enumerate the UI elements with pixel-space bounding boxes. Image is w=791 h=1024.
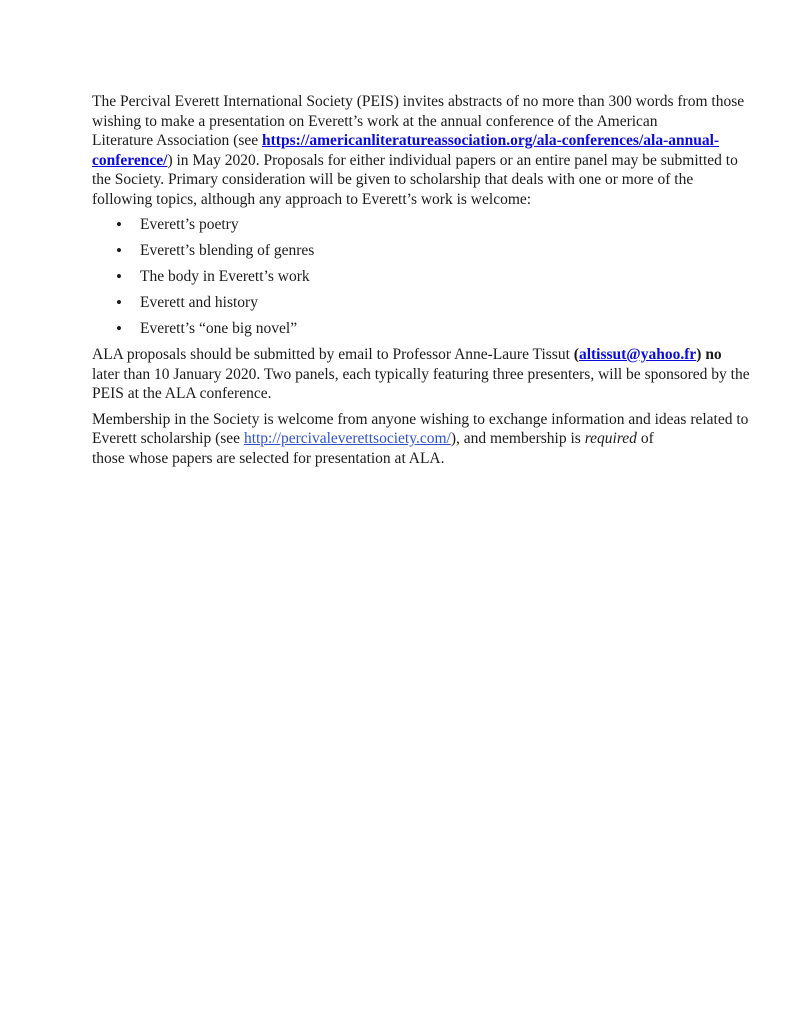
topic-list-item: • Everett’s “one big novel”: [116, 319, 732, 339]
text-run: ALA proposals should be submitted by email to Professor Anne-Laure Tissut: [92, 346, 574, 363]
text-run: following topics, although any approach to Everett’s work is welcome:: [92, 190, 532, 208]
text-run: of: [636, 430, 654, 447]
topic-list-item: • Everett’s poetry: [116, 215, 732, 235]
document-content: [92, 92, 750, 474]
topic-list-item: • Everett’s blending of genres: [116, 241, 732, 261]
text-run: required: [584, 430, 637, 447]
text-run: those whose papers are selected for presentation at ALA.: [92, 449, 445, 467]
text-run: The Percival Everett International Society (PEIS) invites abstracts of no more than 300 words from those: [92, 93, 745, 110]
text-run: Literature Association (see: [92, 132, 263, 149]
text-run: ): [696, 346, 706, 363]
paragraph-intro: [92, 92, 745, 209]
topic-list-item: • The body in Everett’s work: [116, 267, 732, 287]
topic-list-item: • Everett and history: [116, 293, 732, 313]
email-link[interactable]: altissut@yahoo.fr: [578, 346, 697, 363]
text-run: no: [705, 346, 722, 363]
text-run: (: [573, 346, 579, 363]
paragraph-proposals: [92, 345, 750, 404]
topics-list: [92, 215, 732, 339]
ala-conference-link[interactable]: https://americanliteratureassociation.org/ala-conferences/ala-annual-: [262, 132, 720, 149]
text-run: PEIS at the ALA conference.: [92, 385, 272, 402]
society-website-link[interactable]: http://percivaleverettsociety.com/: [243, 430, 451, 447]
text-run: the Society. Primary consideration will be given to scholarship that deals with one or more of the: [92, 171, 694, 188]
text-run: Everett scholarship (see: [92, 430, 244, 447]
text-run: later than 10 January 2020. Two panels, each typically featuring three presenters, will be sponsored by the: [92, 365, 750, 383]
paragraph-membership: [92, 410, 749, 469]
text-run: ), and membership is: [450, 430, 585, 447]
text-run: ) in May 2020. Proposals for either individual papers or an entire panel may be submitted to: [167, 151, 738, 169]
ala-conference-link-continued[interactable]: conference/: [92, 151, 168, 169]
text-run: wishing to make a presentation on Everett’s work at the annual conference of the American: [92, 112, 658, 130]
text-run: Membership in the Society is welcome from anyone wishing to exchange information and ideas related to: [92, 410, 749, 428]
